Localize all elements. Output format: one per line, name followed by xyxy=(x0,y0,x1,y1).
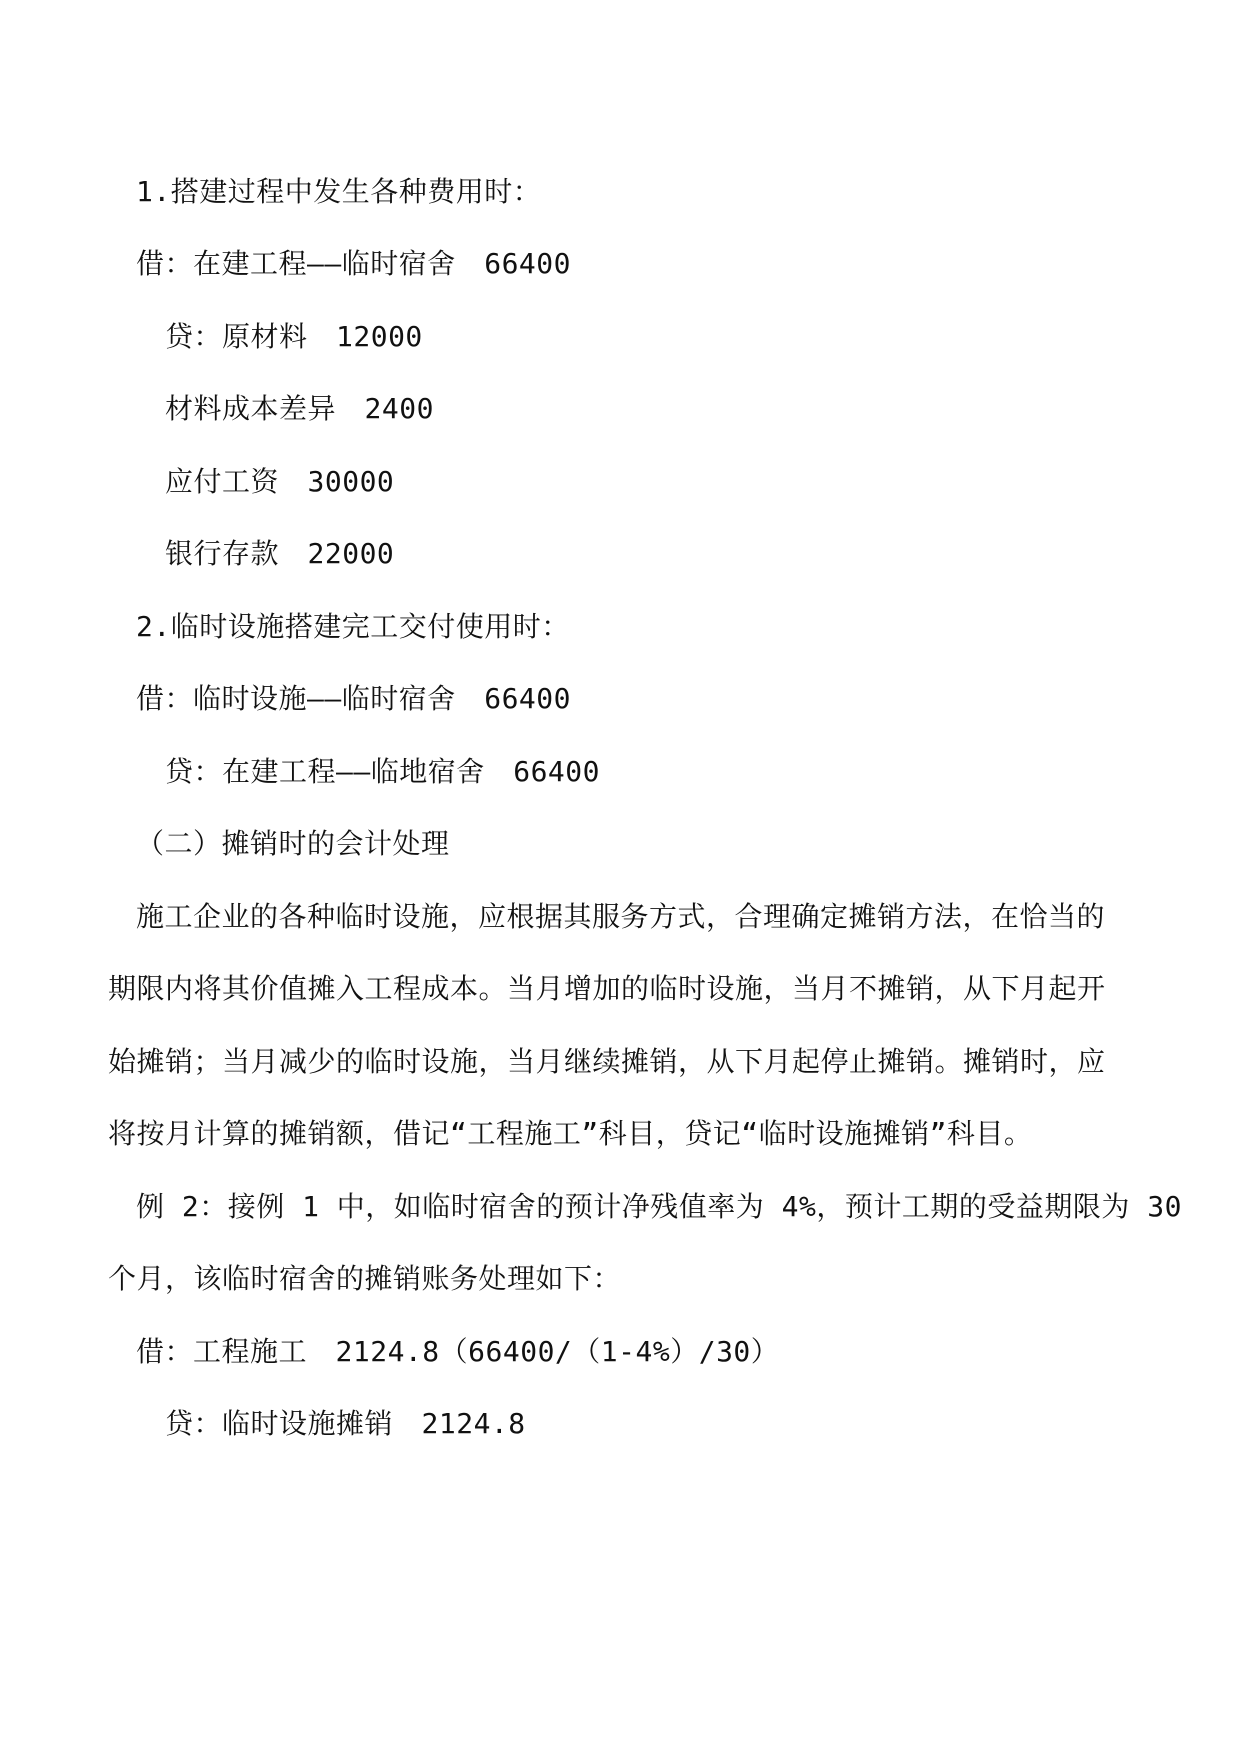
paragraph-line: 始摊销；当月减少的临时设施，当月继续摊销，从下月起停止摊销。摊销时，应 xyxy=(108,1045,1106,1078)
example-line: 例 2：接例 1 中，如临时宿舍的预计净残值率为 4%，预计工期的受益期限为 30 xyxy=(136,1190,1182,1223)
entry-heading-2: 2.临时设施搭建完工交付使用时： xyxy=(136,610,570,643)
credit-line: 材料成本差异 2400 xyxy=(165,392,434,425)
credit-line: 贷：在建工程——临地宿舍 66400 xyxy=(165,755,601,788)
section-heading: （二）摊销时的会计处理 xyxy=(136,827,450,860)
debit-line: 借：工程施工 2124.8（66400/（1-4%）/30） xyxy=(136,1335,780,1368)
example-line: 个月，该临时宿舍的摊销账务处理如下： xyxy=(108,1262,622,1295)
entry-heading-1: 1.搭建过程中发生各种费用时： xyxy=(136,175,542,208)
credit-line: 应付工资 30000 xyxy=(165,465,395,498)
debit-line: 借：在建工程——临时宿舍 66400 xyxy=(136,247,572,280)
credit-line: 银行存款 22000 xyxy=(165,537,395,570)
paragraph-line: 施工企业的各种临时设施，应根据其服务方式，合理确定摊销方法，在恰当的 xyxy=(136,900,1106,933)
credit-line: 贷：原材料 12000 xyxy=(165,320,423,353)
debit-line: 借：临时设施——临时宿舍 66400 xyxy=(136,682,572,715)
credit-line: 贷：临时设施摊销 2124.8 xyxy=(165,1407,526,1440)
paragraph-line: 将按月计算的摊销额，借记“工程施工”科目，贷记“临时设施摊销”科目。 xyxy=(108,1117,1033,1150)
paragraph-line: 期限内将其价值摊入工程成本。当月增加的临时设施，当月不摊销，从下月起开 xyxy=(108,972,1106,1005)
